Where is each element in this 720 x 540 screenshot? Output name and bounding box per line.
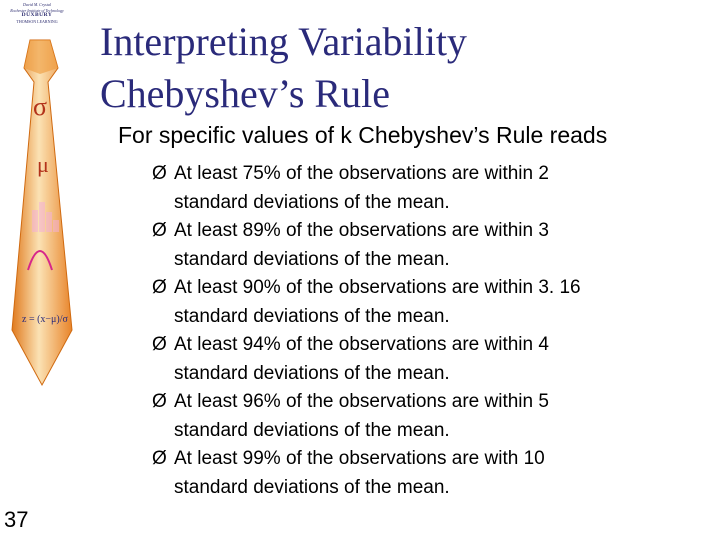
slide-title-line1: Interpreting Variability bbox=[100, 19, 467, 64]
bullet-item bbox=[152, 331, 712, 388]
bullet-text-line1: At least 90% of the observations are within 3. 16 bbox=[174, 277, 581, 298]
bullet-item bbox=[152, 217, 712, 274]
bullet-text-line1: At least 89% of the observations are within 3 bbox=[174, 220, 549, 241]
necktie-graphic bbox=[0, 0, 82, 510]
bullet-text-line2: standard deviations of the mean. bbox=[174, 419, 450, 441]
bullet-arrow-icon: Ø bbox=[152, 448, 167, 469]
bullet-item bbox=[152, 274, 712, 331]
bullet-arrow-icon: Ø bbox=[152, 163, 167, 184]
bullet-text-line1: At least 94% of the observations are within 4 bbox=[174, 334, 549, 355]
bullet-text-line1: At least 96% of the observations are within 5 bbox=[174, 391, 549, 412]
bullet-text-line2: standard deviations of the mean. bbox=[174, 248, 450, 270]
slide-title bbox=[100, 16, 467, 120]
lead-text: For specific values of k Chebyshev’s Rule reads bbox=[118, 122, 608, 148]
bullet-text-line1: At least 99% of the observations are with 10 bbox=[174, 448, 545, 469]
bullet-text-line1: At least 75% of the observations are within 2 bbox=[174, 163, 549, 184]
bullet-item bbox=[152, 445, 712, 502]
bullet-arrow-icon: Ø bbox=[152, 334, 167, 355]
bullet-text-line2: standard deviations of the mean. bbox=[174, 362, 450, 384]
svg-text:z = (x−μ)/σ: z = (x−μ)/σ bbox=[22, 314, 68, 325]
bullet-arrow-icon: Ø bbox=[152, 220, 167, 241]
bullet-item bbox=[152, 160, 712, 217]
bullet-text-line2: standard deviations of the mean. bbox=[174, 476, 450, 498]
logo-publisher: DUXBURY bbox=[21, 12, 53, 18]
sigma-symbol: σ bbox=[33, 92, 48, 121]
bullet-text-line2: standard deviations of the mean. bbox=[174, 305, 450, 327]
publisher-logo bbox=[4, 2, 70, 24]
logo-author: David M. Crystal bbox=[23, 2, 51, 7]
bullet-text-line2: standard deviations of the mean. bbox=[174, 191, 450, 213]
necktie-decoration bbox=[0, 0, 82, 510]
slide-title-line2: Chebyshev’s Rule bbox=[100, 71, 390, 116]
mu-symbol: μ bbox=[37, 152, 49, 177]
bullet-item bbox=[152, 388, 712, 445]
bullet-arrow-icon: Ø bbox=[152, 277, 167, 298]
logo-institute: Rochester Institute of Technology bbox=[10, 7, 64, 13]
bullet-list bbox=[152, 160, 712, 502]
bullet-arrow-icon: Ø bbox=[152, 391, 167, 412]
slide-number: 37 bbox=[4, 507, 29, 532]
logo-publisher-sub: THOMSON LEARNING bbox=[16, 18, 58, 24]
